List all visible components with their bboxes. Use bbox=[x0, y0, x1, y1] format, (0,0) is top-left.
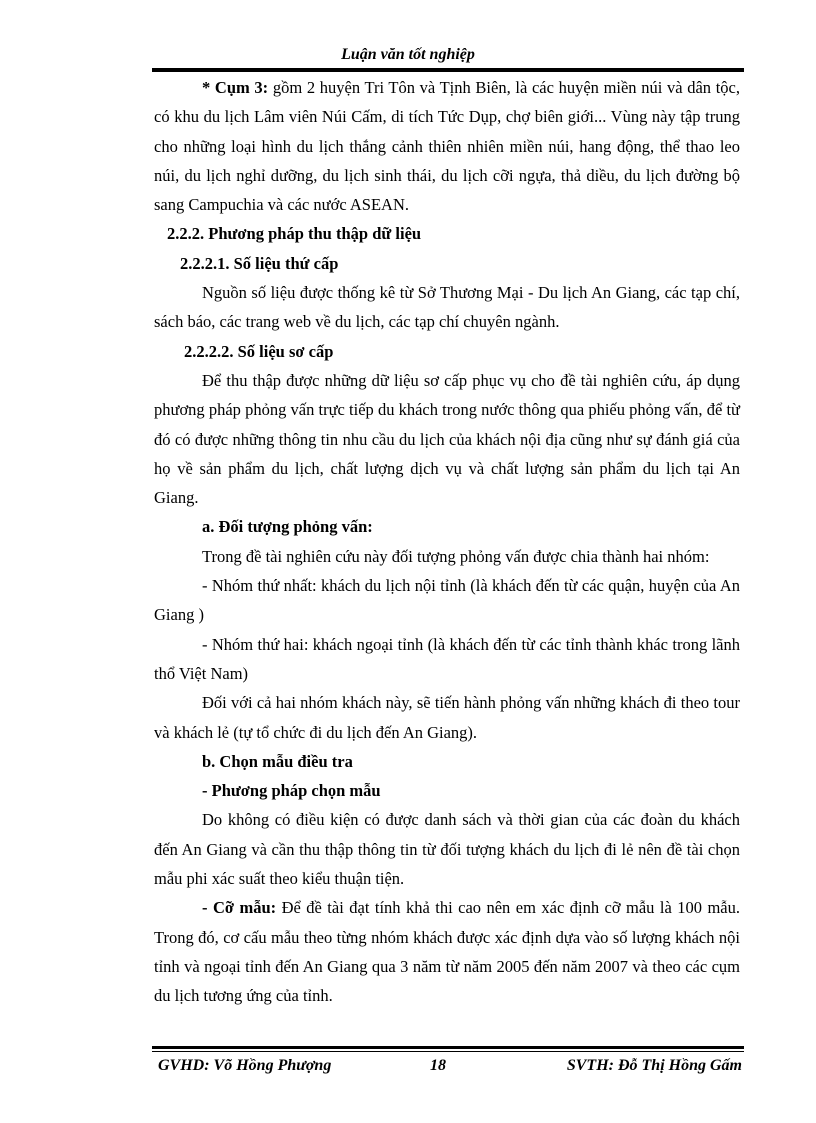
heading-2-2-2: 2.2.2. Phương pháp thu thập dữ liệu bbox=[167, 224, 422, 244]
heading-interview-subjects: a. Đối tượng phỏng vấn: bbox=[202, 517, 373, 537]
footer-rule-thin bbox=[152, 1051, 744, 1052]
cluster-3-lead: * Cụm 3: bbox=[202, 78, 269, 97]
heading-2-2-2-2: 2.2.2.2. Số liệu sơ cấp bbox=[184, 341, 334, 361]
paragraph-interview-groups: Trong đề tài nghiên cứu này đối tượng phỏng vấn được chia thành hai nhóm: bbox=[202, 546, 710, 566]
paragraph-primary-data: Để thu thập được những dữ liệu sơ cấp phục vụ cho đề tài nghiên cứu, áp dụng phương pháp phỏng vấn trực tiếp du khách trong nước thông qua phiếu phỏng vấn, để từ đó có được những thông tin nhu cầu du lịch của khách nội địa cũng như sự đánh giá của họ về sản phẩm du lịch, chất lượng dịch vụ và chất lượng sản phẩm du lịch tại An Giang. bbox=[154, 370, 740, 508]
heading-sampling: b. Chọn mẫu điều tra bbox=[202, 751, 353, 771]
page-body bbox=[154, 73, 740, 1011]
paragraph-group-two: - Nhóm thứ hai: khách ngoại tỉnh (là khách đến từ các tỉnh thành khác trong lãnh thổ Việt Nam) bbox=[154, 634, 740, 683]
cluster-3-text: gồm 2 huyện Tri Tôn và Tịnh Biên, là các huyện miền núi và dân tộc, có khu du lịch Lâm viên Núi Cấm, di tích Tức Dụp, chợ biên giới... Vùng này tập trung cho những loại hình du lịch thắng cảnh thiên nhiên miền núi, hang động, thể thao leo núi, du lịch nghỉ dưỡng, du lịch sinh thái, du lịch cỡi ngựa, thả diều, du lịch đường bộ sang Campuchia và các nước ASEAN. bbox=[154, 78, 740, 215]
paragraph-sample-size bbox=[154, 893, 740, 1010]
heading-2-2-2-1: 2.2.2.1. Số liệu thứ cấp bbox=[180, 253, 339, 273]
paragraph-sampling-method: Do không có điều kiện có được danh sách và thời gian của các đoàn du khách đến An Giang và cần thu thập thông tin từ đối tượng khách du lịch đi lẻ nên đề tài chọn mẫu phi xác suất theo kiểu thuận tiện. bbox=[154, 810, 740, 889]
heading-sampling-method: - Phương pháp chọn mẫu bbox=[202, 781, 381, 801]
paragraph-secondary-data: Nguồn số liệu được thống kê từ Sở Thương Mại - Du lịch An Giang, các tạp chí, sách báo, các trang web về du lịch, các tạp chí chuyên ngành. bbox=[154, 283, 740, 332]
running-header-title: Luận văn tốt nghiệp bbox=[341, 46, 475, 63]
sample-size-text: Để đề tài đạt tính khả thi cao nên em xác định cỡ mẫu là 100 mẫu. Trong đó, cơ cấu mẫu theo từng nhóm khách được xác định dựa vào số lượng khách nội tỉnh và ngoại tỉnh đến An Giang qua 3 năm từ năm 2005 đến năm 2007 và theo các cụm du lịch tương ứng của tỉnh. bbox=[154, 898, 740, 1006]
footer-page-number: 18 bbox=[430, 1057, 446, 1074]
footer-advisor: GVHD: Võ Hồng Phượng bbox=[158, 1057, 332, 1074]
footer-student: SVTH: Đỗ Thị Hồng Gấm bbox=[566, 1057, 742, 1074]
paragraph-group-one: - Nhóm thứ nhất: khách du lịch nội tỉnh (là khách đến từ các quận, huyện của An Giang ) bbox=[154, 576, 740, 625]
paragraph-cluster-3 bbox=[154, 73, 740, 219]
header-rule bbox=[152, 68, 744, 72]
paragraph-both-groups: Đối với cả hai nhóm khách này, sẽ tiến hành phỏng vấn những khách đi theo tour và khách lẻ (tự tổ chức đi du lịch đến An Giang). bbox=[154, 693, 740, 742]
sample-size-lead: - Cỡ mẫu: bbox=[202, 898, 277, 918]
footer-rule-thick bbox=[152, 1046, 744, 1049]
